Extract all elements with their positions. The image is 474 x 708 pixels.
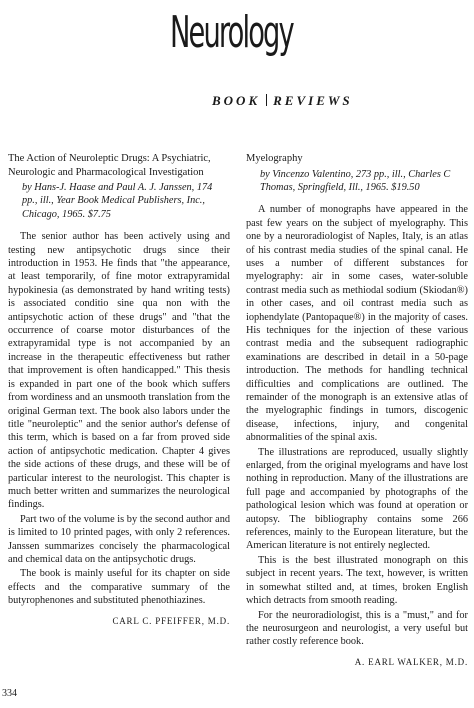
review-body <box>246 203 468 648</box>
section-title-reviews: REVIEWS <box>273 93 353 108</box>
review-paragraph: A number of monographs have appeared in the past few years on the subject of myelography. This one by a neuroradiologist of Naples, Italy, is an atlas of his contrast media studies of the spinal canal. He uses a number of different substances for myelography: air in some cases, water-soluble contrast media such as methiodal sodium (Skiodan®) in other cases, and oil contrast media such as iophendylate (Pantopaque®) in the majority of cases. His techniques for the injection of these various contrast media and the subsequent radiographic examinations are described in detail in a 50-page introduction. The methods for handling technical difficulties and complications are outlined. The remainder of the monograph is an extensive atlas of the myelographic findings in tumors, discogenic disease, infections, injury, and congenital abnormalities of the spinal axis. <box>246 204 468 444</box>
page-number: 334 <box>2 688 17 699</box>
review-paragraph: For the neuroradiologist, this is a "must," and for the neurosurgeon and neurologist, a very useful but rather costly reference book. <box>246 609 468 648</box>
review-body <box>8 230 230 607</box>
review-paragraph: The illustrations are reproduced, usually slightly enlarged, from the original myelograms and have lost nothing in reproduction. Many of the illustrations are full page and accompanied by photographs of the pathological lesion which was found at operation or autopsy. The bibliography contains some 266 references, mainly to the European literature, but the American literature is not entirely neglected. <box>246 446 468 552</box>
review-paragraph: The senior author has been actively using and testing new antipsychotic drugs since their introduction in 1953. He finds that "the appearance, at least temporarily, of fine motor extrapyramidal hypokinesia (as demonstrated by hand writing tests) is associated conditio sine qua non with the antipsychotic action of these drugs" and "that the occurrence of coarse motor disturbances of the extrapyramidal type is not accompanied by an increase in the therapeutic effectiveness but rather that improvement is often handicapped." This thesis is expanded in part one of the book which suffers from wordiness and an unsmooth translation from the original German text. The book also labors under the title "neuroleptic" and the senior author's defense of this term, which is based on a far from proved side action of antipsychotic medication. Chapter 4 gives the side actions of these drugs, and these will be of particular interest to the neurologist. This chapter is much better written and summarizes the neurological findings. <box>8 231 230 511</box>
section-title <box>212 93 382 109</box>
review-biblio: by Vincenzo Valentino, 273 pp., ill., Charles C Thomas, Springfield, Ill., 1965. $19.50 <box>260 168 451 193</box>
review-neuroleptic-drugs <box>8 152 230 628</box>
reviewer-signature: CARL C. PFEIFFER, M.D. <box>112 615 230 626</box>
review-title: The Action of Neuroleptic Drugs: A Psychiatric, Neurologic and Pharmacological Investigation <box>8 153 211 178</box>
review-title: Myelography <box>246 153 303 164</box>
review-biblio: by Hans-J. Haase and Paul A. J. Janssen, 174 pp., ill., Year Book Medical Publishers, Inc., Chicago, 1965. $7.75 <box>22 182 213 220</box>
review-paragraph: The book is mainly useful for its chapter on side effects and the comparative summary of the butyrophenones and substituted phenothiazines. <box>8 568 230 607</box>
review-paragraph: This is the best illustrated monograph on this subject in recent years. The text, however, is written in somewhat stilted and, at times, broken English which detracts from smooth reading. <box>246 554 468 607</box>
section-title-book: BOOK <box>212 93 261 108</box>
review-paragraph: Part two of the volume is by the second author and is limited to 10 printed pages, with only 2 references. Janssen summarizes concisely the pharmacological and chemical data on the antipsychotic drugs. <box>8 513 230 565</box>
section-title-divider <box>266 94 267 106</box>
journal-title: Neurology <box>170 7 293 58</box>
reviewer-signature: A. EARL WALKER, M.D. <box>354 656 468 667</box>
masthead <box>0 6 474 76</box>
review-myelography <box>246 152 468 669</box>
